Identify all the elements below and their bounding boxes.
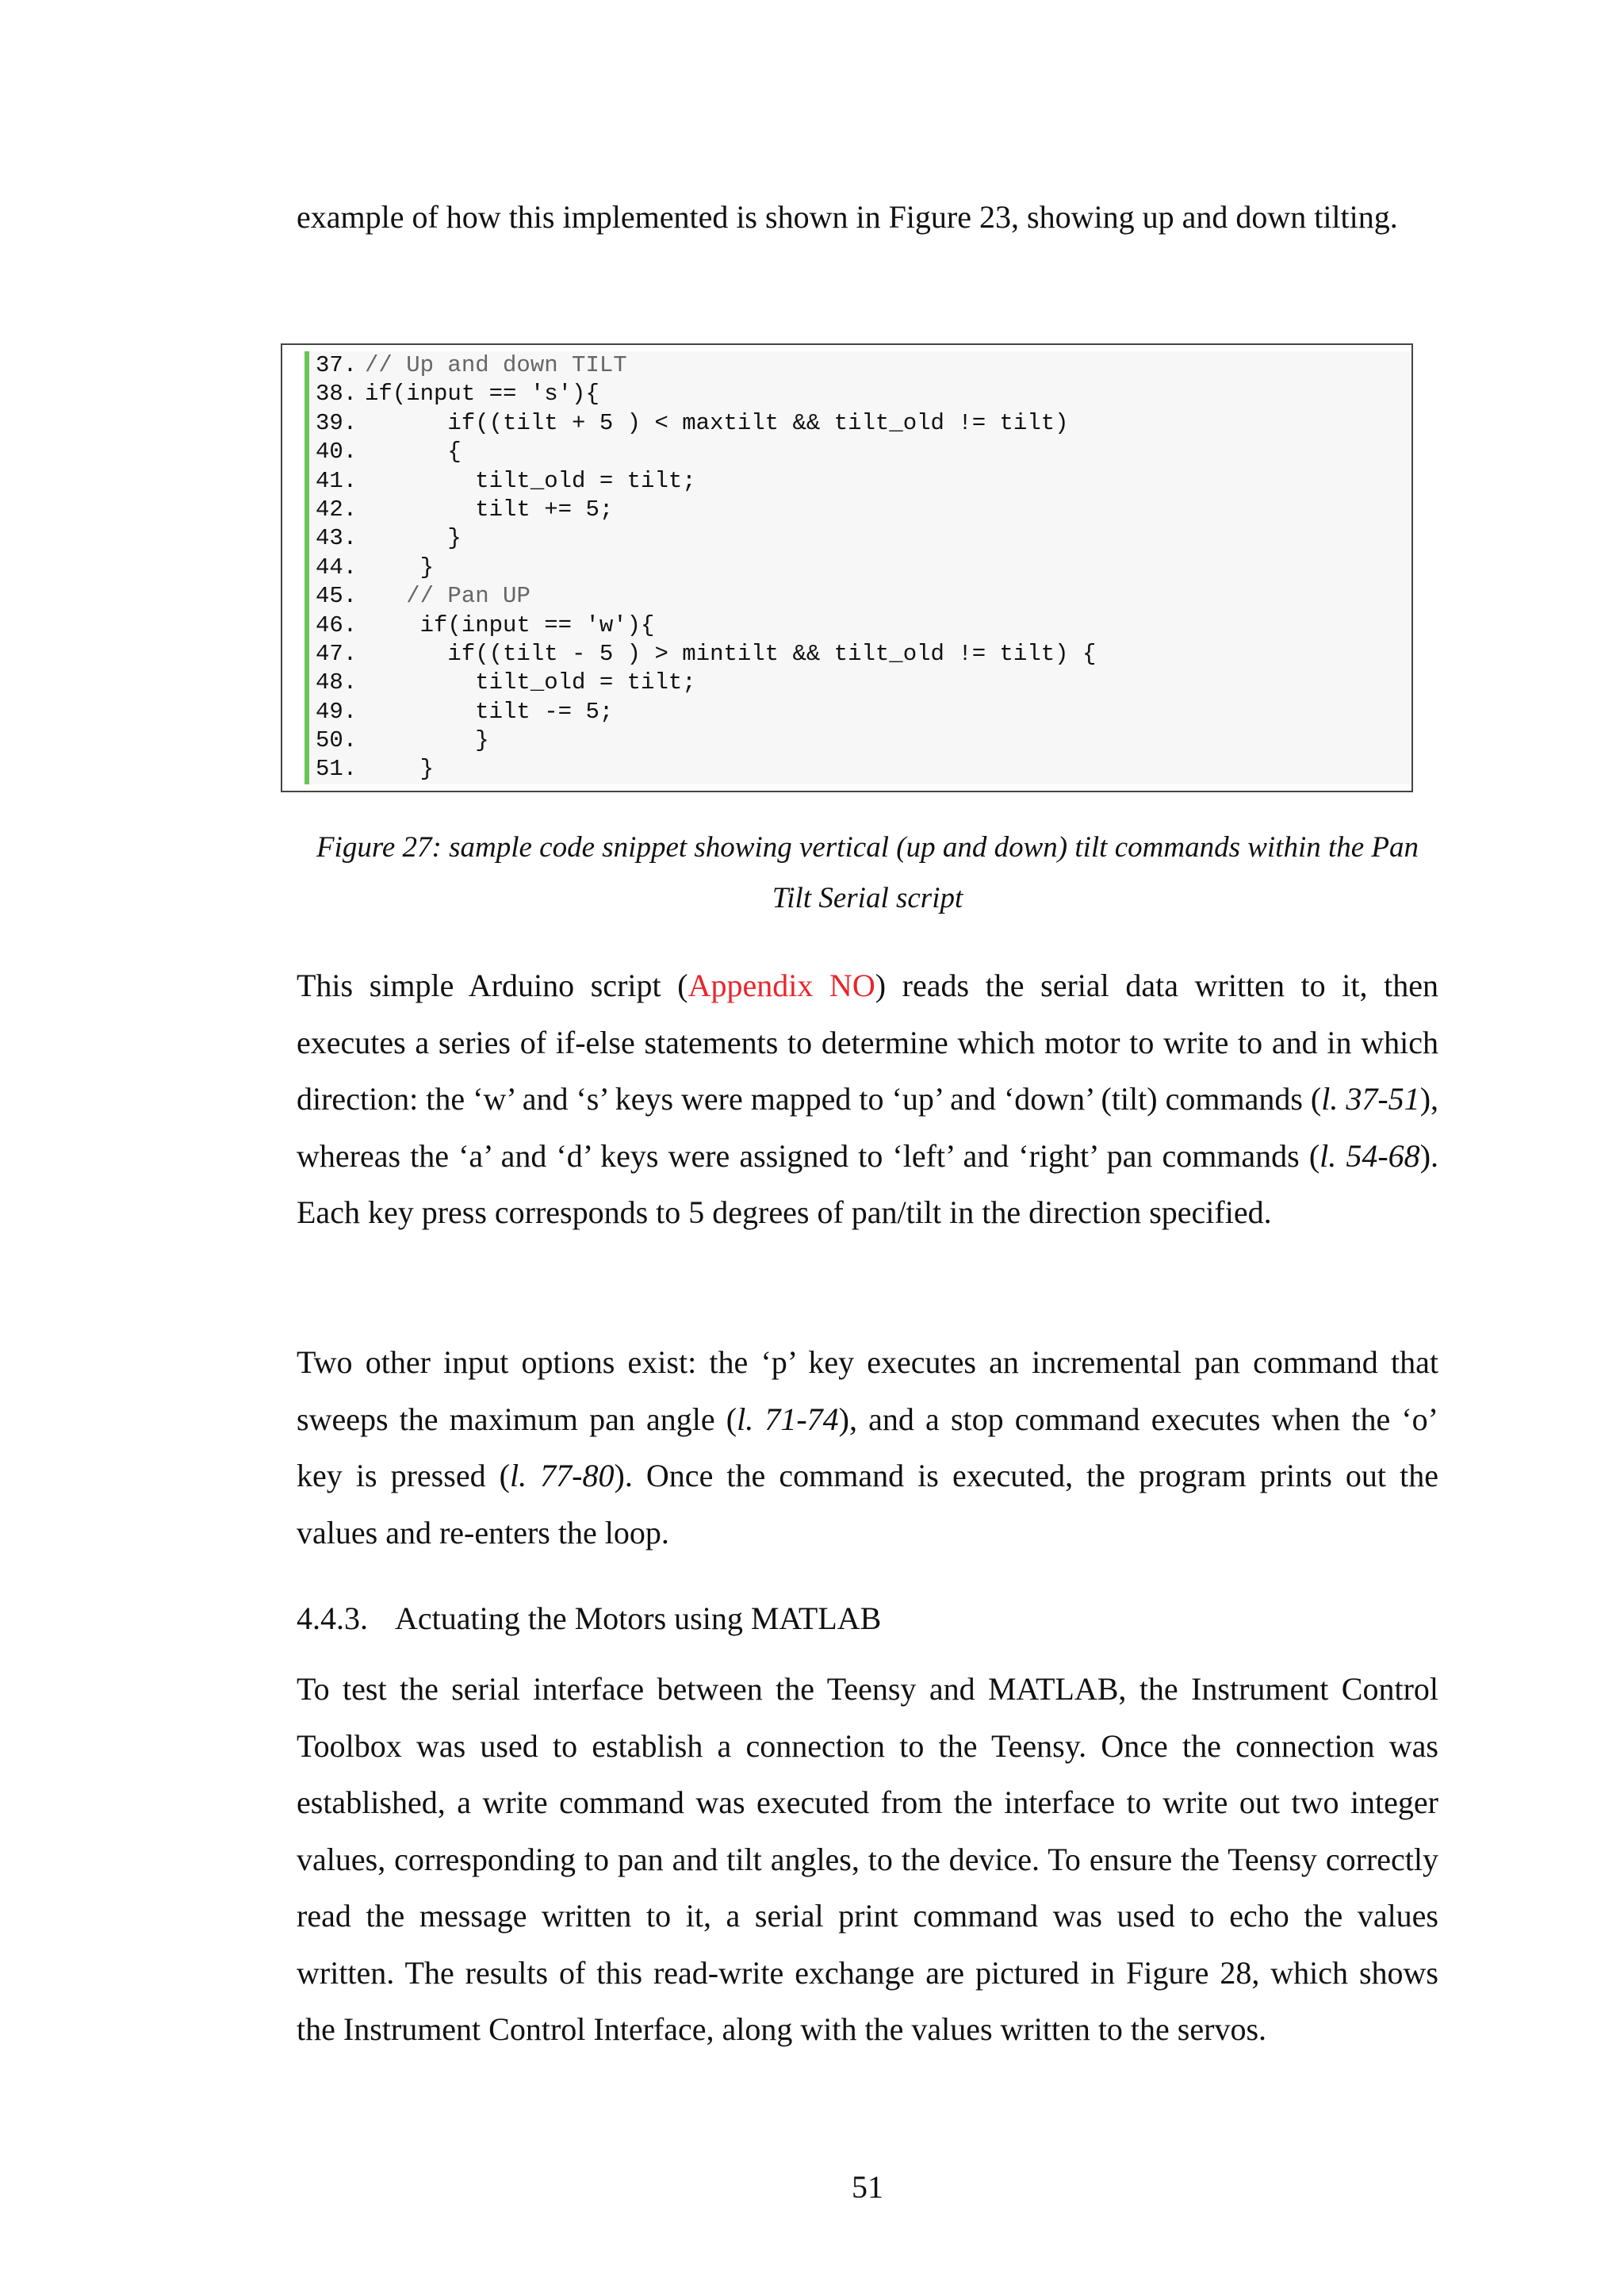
section-number: 4.4.3. [297,1600,368,1636]
code-line-text: tilt_old = tilt; [365,669,696,696]
code-line-number: 51. [316,756,358,783]
code-line [309,409,1411,438]
code-line-number: 38. [316,381,358,408]
code-line-text: if(input == 's'){ [365,381,599,408]
code-line [309,582,1411,611]
code-line-number: 37. [316,352,358,378]
code-line [309,698,1411,726]
code-line [309,380,1411,408]
code-line [309,755,1411,784]
paragraph-input-options [297,1334,1438,1561]
code-line-number: 44. [316,554,358,581]
line-reference: l. 37-51 [1321,1081,1420,1117]
para2-text-c: ). Once the command is executed, the program prints out the values and re-enters the loop. [297,1458,1439,1550]
code-line-number: 43. [316,525,358,552]
section-title: Actuating the Motors using MATLAB [395,1600,882,1636]
figure-caption-line-1: Figure 27: sample code snippet showing vertical (up and down) tilt commands within the Pan [316,831,1419,864]
para1-text-a: This simple Arduino script ( [297,968,688,1003]
para2-text-a: Two other input options exist: the ‘p’ key executes an incremental pan command that sweeps the maximum pan angle ( [297,1344,1438,1437]
code-line [309,496,1411,524]
para2-text-b: ), and a stop command executes when the ‘o’ key is pressed ( [297,1401,1438,1493]
code-line [309,640,1411,669]
code-line-text: tilt += 5; [365,496,614,523]
section-heading [297,1590,881,1647]
code-line [309,669,1411,697]
code-line-number: 49. [316,698,358,725]
code-line [309,726,1411,755]
code-comment: // Up and down TILT [365,352,627,378]
para1-text-d: ). Each key press corresponds to 5 degrees of pan/tilt in the direction specified. [297,1137,1439,1230]
intro-paragraph: example of how this implemented is shown in Figure 23, showing up and down tilting. [297,199,1398,235]
code-line-text: } [365,756,435,783]
appendix-reference: Appendix NO [688,968,875,1003]
code-line-text: if((tilt - 5 ) > mintilt && tilt_old != tilt) { [365,640,1097,667]
code-line [309,467,1411,496]
page-number: 51 [852,2169,883,2205]
para1-text-c: ), whereas the ‘a’ and ‘d’ keys were assigned to ‘left’ and ‘right’ pan commands ( [297,1081,1439,1174]
code-line [309,351,1411,380]
code-line-text: if(input == 'w'){ [365,611,655,638]
code-line-text: tilt_old = tilt; [365,467,696,494]
code-line-number: 42. [316,496,358,523]
code-line-number: 41. [316,467,358,494]
paragraph-serial-interface: To test the serial interface between the Teensy and MATLAB, the Instrument Control Toolbox was used to establish a connection to the Teensy. Once the connection was established, a write command was executed from the interface to write out two integer values, corresponding to pan and tilt angles, to the device. To ensure the Teensy correctly read the message written to it, a serial print command was used to echo the values written. The results of this read-write exchange are pictured in Figure 28, which shows the Instrument Control Interface, along with the values written to the servos. [297,1671,1438,2047]
code-line-text: } [365,525,462,552]
line-reference: l. 54-68 [1320,1137,1420,1174]
code-line-number: 39. [316,409,358,436]
code-line-number: 45. [316,583,358,610]
figure-caption-line-2: Tilt Serial script [772,882,963,914]
code-line [309,611,1411,640]
code-line-text: tilt -= 5; [365,698,614,725]
code-line-number: 48. [316,669,358,696]
code-line [309,524,1411,553]
code-line-number: 50. [316,727,358,754]
code-line-text [365,583,406,609]
code-comment: // Pan UP [406,583,530,610]
code-line-number: 47. [316,640,358,667]
code-line [309,438,1411,466]
line-reference: l. 77-80 [509,1458,615,1493]
line-reference: l. 71-74 [737,1401,839,1437]
para1-text-b: ) reads the serial data written to it, then executes a series of if-else statements to determine which motor to write to and in which direction: the ‘w’ and ‘s’ keys were mapped to ‘up’ and ‘down’ (tilt) commands ( [297,968,1439,1117]
code-line-text: } [365,554,435,581]
code-line-number: 46. [316,611,358,638]
code-listing [304,351,1411,784]
code-line-number: 40. [316,439,358,466]
code-line-text: { [365,439,462,466]
code-line-text: if((tilt + 5 ) < maxtilt && tilt_old != tilt) [365,409,1069,436]
paragraph-arduino-script [297,957,1438,1241]
code-line-text: } [365,727,489,754]
code-line [309,554,1411,582]
code-snippet-box [281,343,1413,792]
